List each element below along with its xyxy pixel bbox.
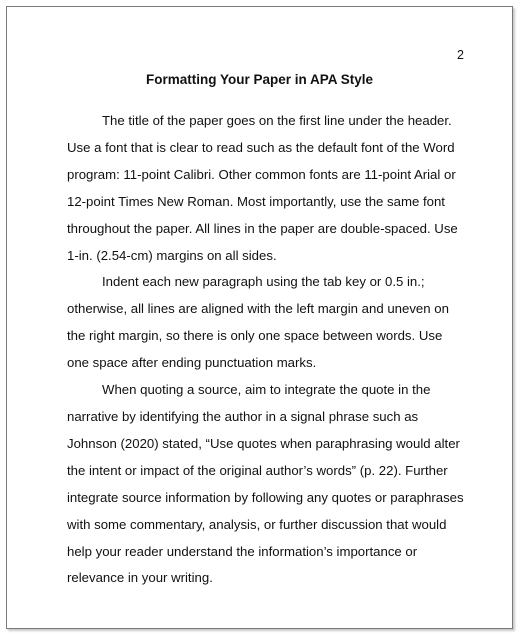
paragraph-indentation: Indent each new paragraph using the tab key or 0.5 in.; otherwise, all lines are aligned with the left margin and uneven on the right margin, so there is only one space between words. Use one space after ending punctuation marks. <box>67 274 449 371</box>
page-number: 2 <box>457 48 464 62</box>
paper-title: Formatting Your Paper in APA Style <box>145 72 374 87</box>
paragraph-quoting: When quoting a source, aim to integrate the quote in the narrative by identifying the author in a signal phrase such as Johnson (2020) stated, “Use quotes when paraphrasing would alter the intent or impact of the original author’s words” (p. 22). Further integrate source information by following any quotes or paraphrases with some commentary, analysis, or further discussion that would help your reader understand the information’s importance or relevance in your writing. <box>67 382 464 586</box>
paragraph-title-and-font: The title of the paper goes on the first line under the header. Use a font that is clear to read such as the default font of the Word program: 11-point Calibri. Other common fonts are 11-point Arial or 12-point Times New Roman. Most importantly, use the same font throughout the paper. All lines in the paper are double-spaced. Use 1-in. (2.54-cm) margins on all sides. <box>67 113 458 263</box>
document-page <box>6 6 513 629</box>
body-text <box>67 108 467 592</box>
